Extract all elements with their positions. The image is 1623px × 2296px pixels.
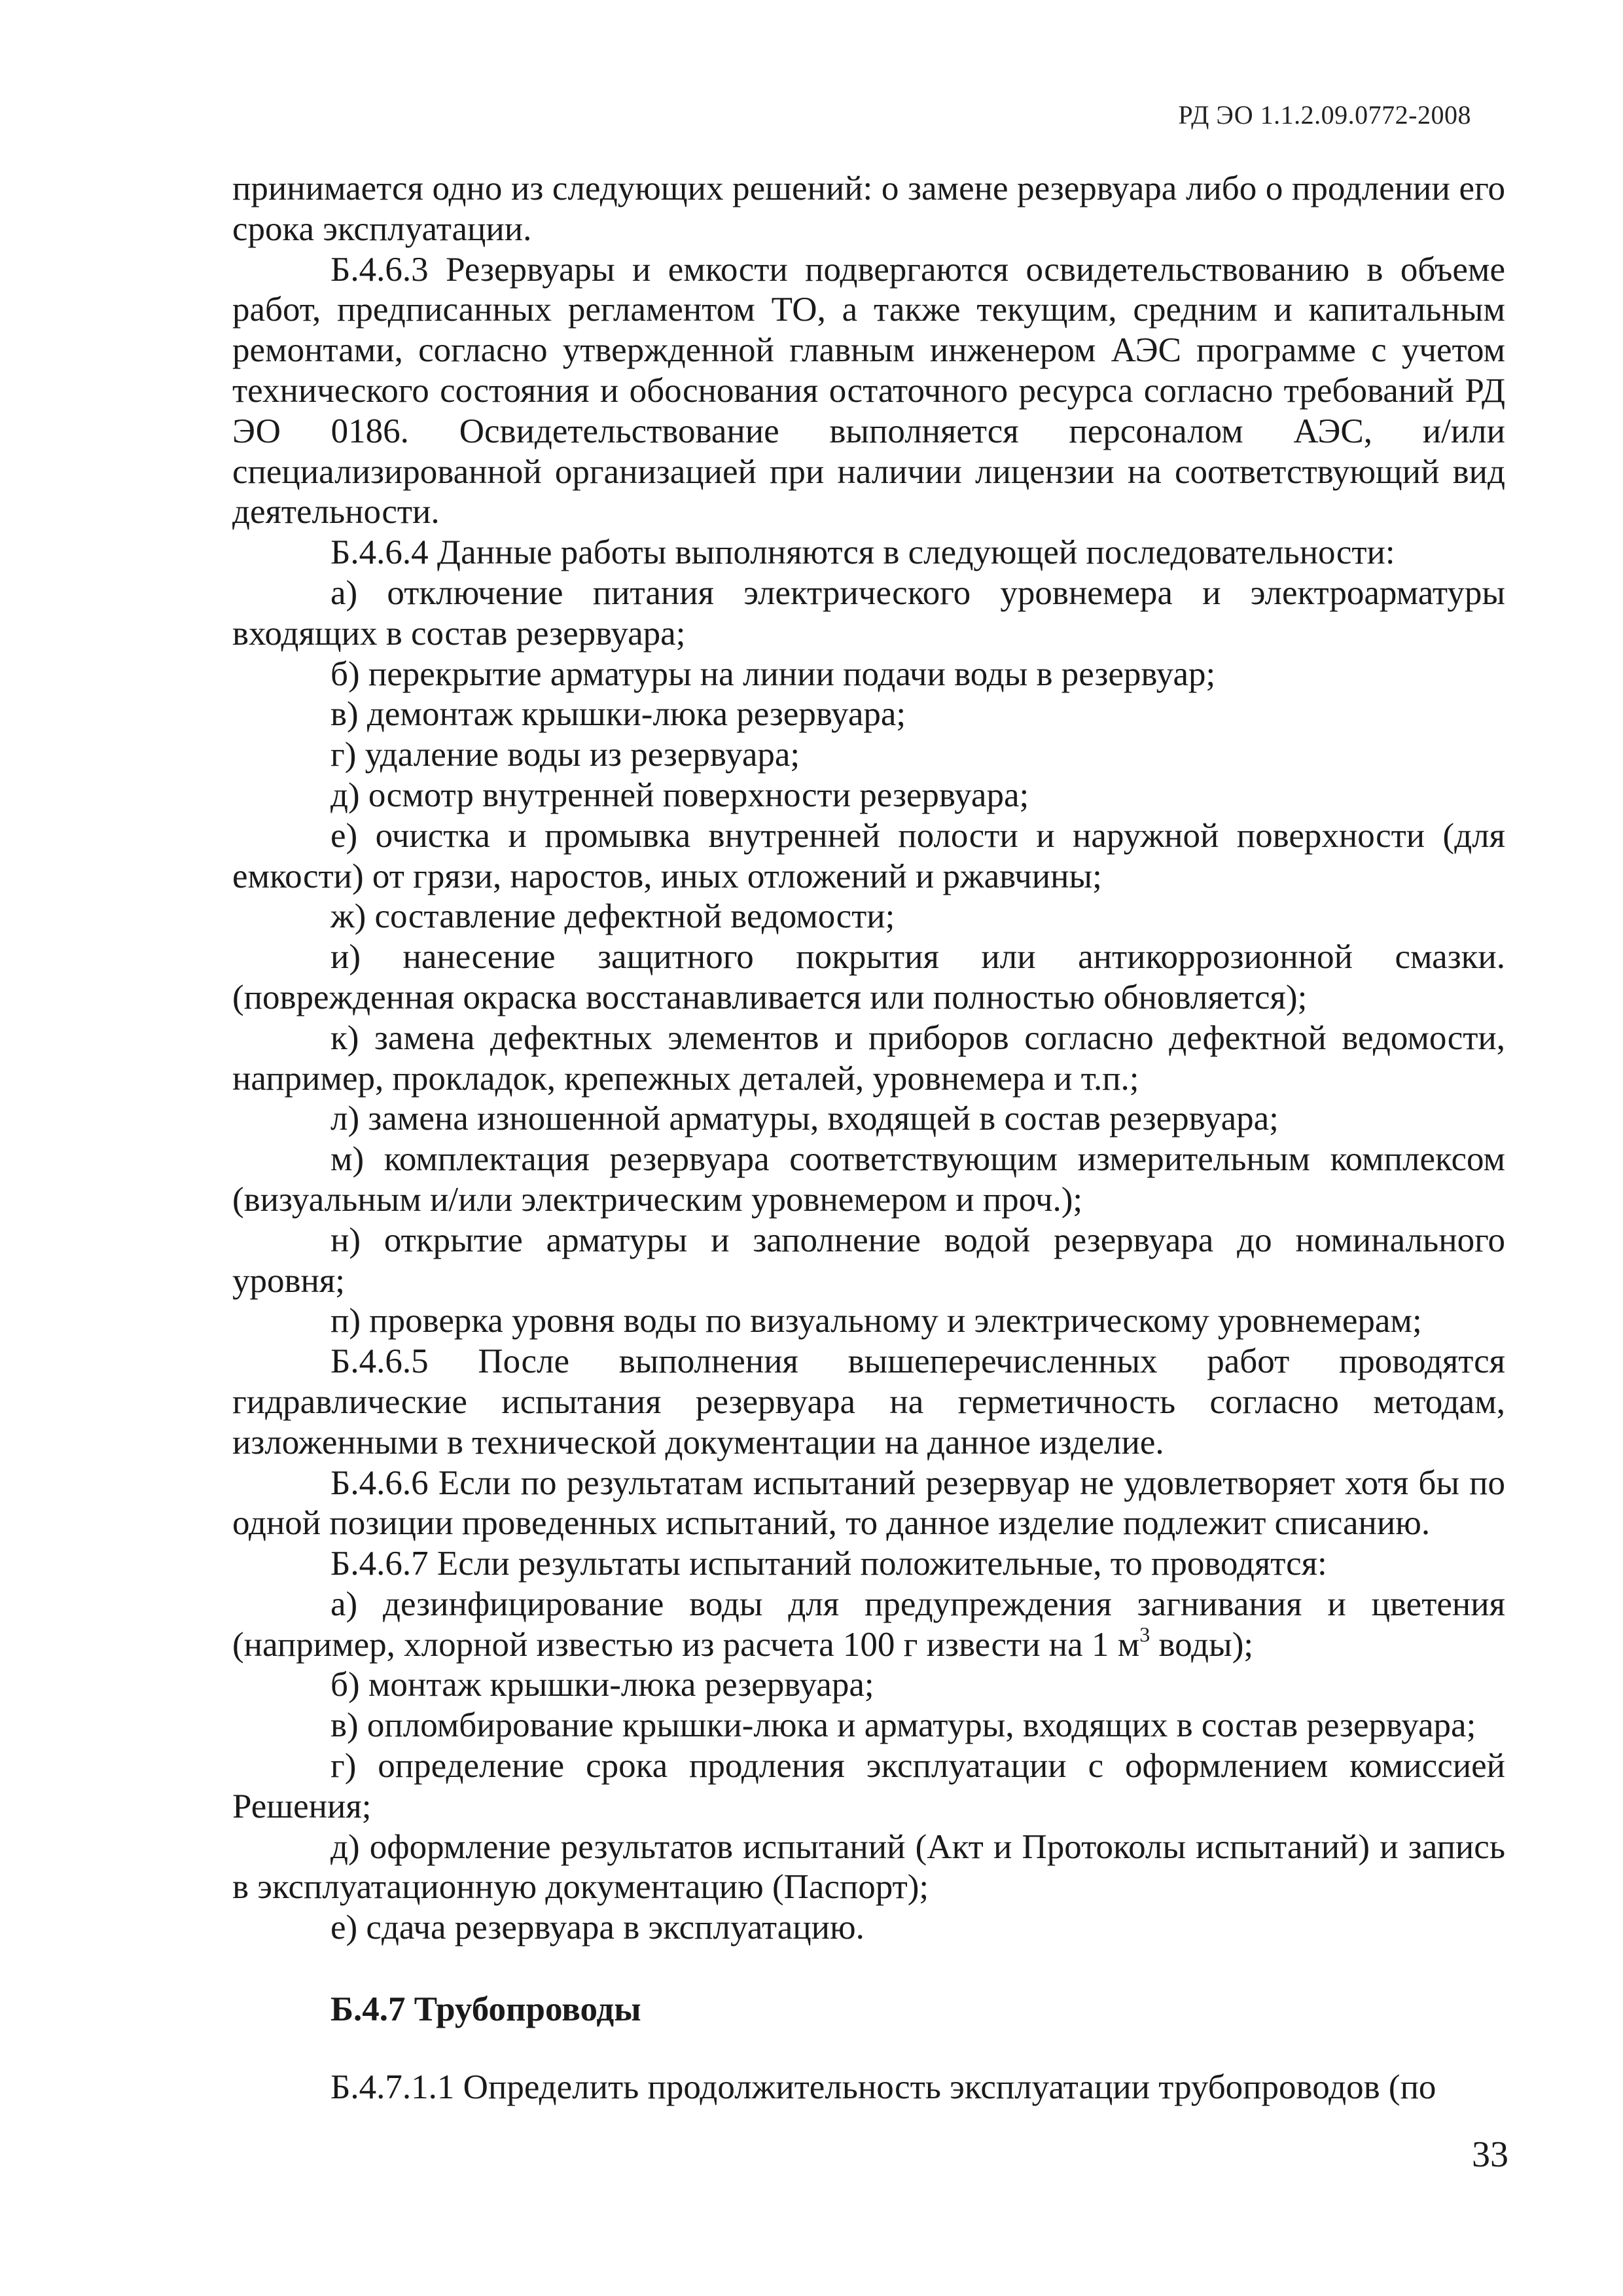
page-number: 33	[1472, 2134, 1508, 2175]
paragraph-b464: Б.4.6.4 Данные работы выполняются в следующей последовательности:	[330, 533, 1395, 572]
list-item-k: к) замена дефектных элементов и приборов согласно дефектной ведомости, например, прокладок, крепежных деталей, уровнемера и т.п.;	[232, 1018, 1505, 1098]
list-item-i: и) нанесение защитного покрытия или антикоррозионной смазки. (поврежденная окраска восстанавливается или полностью обновляется);	[232, 938, 1505, 1016]
list2-item-e: е) сдача резервуара в эксплуатацию.	[330, 1909, 865, 1947]
paragraph-b465: Б.4.6.5 После выполнения вышеперечисленных работ проводятся гидравлические испытания резервуара на герметичность согласно методам, изложенными в технической документации на данное изделие.	[232, 1342, 1505, 1462]
list2-item-v: в) опломбирование крышки-люка и арматуры, входящих в состав резервуара;	[330, 1706, 1476, 1745]
list2-item-b: б) монтаж крышки-люка резервуара;	[330, 1666, 874, 1704]
list-item-g: г) удаление воды из резервуара;	[330, 736, 800, 774]
list2-item-a-text: а) дезинфицирование воды для предупреждения загнивания и цветения (например, хлорной известью из расчета 100 г извести на 1 м	[232, 1585, 1505, 1664]
list-item-v: в) демонтаж крышки-люка резервуара;	[330, 695, 906, 734]
paragraph-continuation: принимается одно из следующих решений: о замене резервуара либо о продлении его срока эксплуатации.	[232, 170, 1505, 248]
paragraph-b463: Б.4.6.3 Резервуары и емкости подвергаются освидетельствованию в объеме работ, предписанных регламентом ТО, а также текущим, средним и капитальным ремонтами, согласно утвержденной главным инженером АЭС программе с учетом технического состояния и обоснования остаточного ресурса согласно требований РД ЭО 0186. Освидетельствование выполняется персоналом АЭС, и/или специализированной организацией при наличии лицензии на соответствующий вид деятельности.	[232, 250, 1505, 531]
list2-item-g: г) определение срока продления эксплуатации с оформлением комиссией Решения;	[232, 1747, 1505, 1825]
list-item-a: а) отключение питания электрического уровнемера и электроарматуры входящих в состав резервуара;	[232, 573, 1505, 653]
list2-item-d: д) оформление результатов испытаний (Акт и Протоколы испытаний) и запись в эксплуатационную документацию (Паспорт);	[232, 1827, 1505, 1907]
list-item-l: л) замена изношенной арматуры, входящей в состав резервуара;	[330, 1100, 1279, 1138]
list-item-p: п) проверка уровня воды по визуальному и электрическому уровнемерам;	[330, 1302, 1422, 1340]
list-item-n: н) открытие арматуры и заполнение водой резервуара до номинального уровня;	[232, 1221, 1505, 1300]
list-item-d: д) осмотр внутренней поверхности резервуара;	[330, 776, 1029, 814]
superscript-cube: 3	[1139, 1622, 1150, 1646]
paragraph-b467: Б.4.6.7 Если результаты испытаний положительные, то проводятся:	[330, 1545, 1327, 1583]
body-text	[232, 169, 1505, 2108]
list-item-m: м) комплектация резервуара соответствующим измерительным комплексом (визуальным и/или электрическим уровнемером и проч.);	[232, 1140, 1505, 1219]
document-code: РД ЭО 1.1.2.09.0772-2008	[1178, 100, 1471, 130]
paragraph-b466: Б.4.6.6 Если по результатам испытаний резервуар не удовлетворяет хотя бы по одной позиции проведенных испытаний, то данное изделие подлежит списанию.	[232, 1463, 1505, 1543]
list-item-b: б) перекрытие арматуры на линии подачи воды в резервуар;	[330, 655, 1216, 693]
list-item-zh: ж) составление дефектной ведомости;	[330, 897, 895, 936]
list2-item-a	[232, 1585, 1505, 1666]
section-heading: Б.4.7 Трубопроводы	[330, 1990, 641, 2029]
paragraph-b4711: Б.4.7.1.1 Определить продолжительность эксплуатации трубопроводов (по	[330, 2068, 1436, 2107]
list-item-e: е) очистка и промывка внутренней полости и наружной поверхности (для емкости) от грязи, наростов, иных отложений и ржавчины;	[232, 816, 1505, 895]
list2-item-a-end: воды);	[1150, 1625, 1254, 1664]
